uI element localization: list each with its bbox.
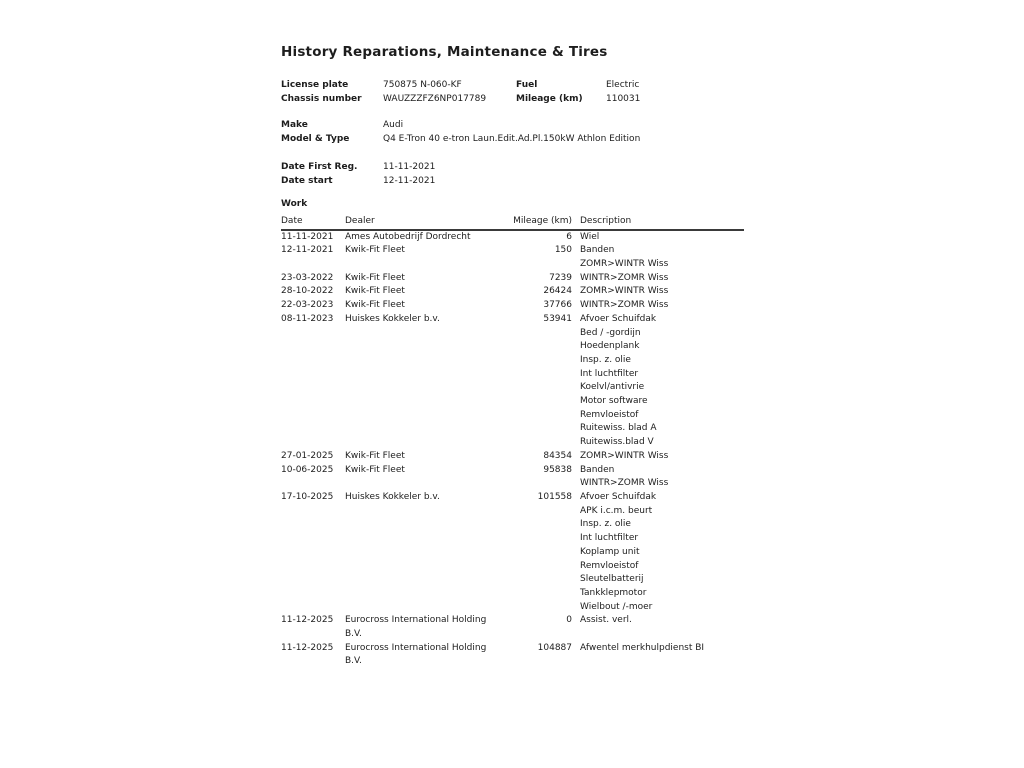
description-line: ZOMR>WINTR Wiss [580, 450, 669, 461]
row-date: 27-01-2025 [281, 450, 334, 461]
row-descriptions [572, 299, 744, 313]
description-line: Insp. z. olie [580, 519, 631, 530]
row-descriptions [572, 642, 744, 656]
vehicle-id-fields [281, 79, 744, 106]
description-line: Int luchtfilter [580, 368, 639, 379]
table-row [281, 464, 744, 491]
fuel-value: Electric [606, 80, 640, 90]
make-label: Make [281, 120, 308, 131]
column-header-date: Date [281, 215, 303, 226]
table-row [281, 491, 744, 614]
row-dealer: Huiskes Kokkeler b.v. [345, 491, 440, 502]
row-mileage: 150 [554, 245, 572, 256]
row-dealer: Eurocross International Holding B.V. [345, 642, 487, 667]
row-descriptions [572, 285, 744, 299]
description-line: Int luchtfilter [580, 533, 639, 544]
description-line: Bed / -gordijn [580, 327, 641, 338]
field-row [281, 175, 744, 189]
description-line: Afvoer Schuifdak [580, 491, 657, 502]
table-row [281, 313, 744, 450]
description-line: Remvloeistof [580, 560, 639, 571]
row-mileage: 53941 [543, 313, 572, 324]
row-dealer: Ames Autobedrijf Dordrecht [345, 231, 471, 242]
description-line: Ruitewiss.blad V [580, 437, 654, 448]
field-row [281, 93, 744, 107]
table-row [281, 285, 744, 299]
row-date: 22-03-2023 [281, 300, 334, 311]
row-mileage: 6 [566, 231, 572, 242]
row-date: 11-12-2025 [281, 642, 334, 653]
row-descriptions [572, 231, 744, 245]
row-date: 08-11-2023 [281, 313, 334, 324]
description-line: WINTR>ZOMR Wiss [580, 478, 669, 489]
make-value: Audi [383, 120, 404, 131]
field-row [281, 161, 744, 175]
field-row [281, 79, 744, 93]
report-page [281, 44, 744, 669]
description-line: Banden [580, 245, 615, 256]
date-start-value: 12-11-2021 [383, 175, 436, 186]
model-type-value: Q4 E-Tron 40 e-tron Laun.Edit.Ad.Pl.150kW Athlon Edition [383, 134, 641, 145]
row-descriptions [572, 491, 744, 614]
page-title: History Reparations, Maintenance & Tires [281, 44, 608, 60]
mileage-value: 110031 [606, 93, 641, 104]
vehicle-make-fields [281, 119, 744, 146]
table-row [281, 614, 744, 641]
column-header-description: Description [580, 215, 632, 226]
description-line: Tankklepmotor [580, 587, 647, 598]
row-mileage: 26424 [543, 286, 572, 297]
model-type-label: Model & Type [281, 134, 350, 145]
row-date: 11-12-2025 [281, 615, 334, 626]
row-dealer: Kwik-Fit Fleet [345, 464, 405, 475]
row-date: 23-03-2022 [281, 272, 334, 283]
description-line: Assist. verl. [580, 615, 632, 626]
date-first-reg-value: 11-11-2021 [383, 161, 436, 172]
field-row [281, 133, 744, 147]
row-mileage: 104887 [537, 642, 572, 653]
description-line: ZOMR>WINTR Wiss [580, 259, 669, 270]
work-table-header [281, 215, 744, 231]
description-line: Koelvl/antivrie [580, 382, 645, 393]
row-dealer: Huiskes Kokkeler b.v. [345, 313, 440, 324]
description-line: Ruitewiss. blad A [580, 423, 657, 434]
row-dealer: Kwik-Fit Fleet [345, 272, 405, 283]
description-line: Afvoer Schuifdak [580, 313, 657, 324]
vehicle-date-fields [281, 161, 744, 188]
description-line: Motor software [580, 396, 648, 407]
row-dealer: Eurocross International Holding B.V. [345, 615, 487, 640]
description-line: Wiel [580, 231, 600, 242]
description-line: Sleutelbatterij [580, 574, 644, 585]
row-date: 10-06-2025 [281, 464, 334, 475]
chassis-number-label: Chassis number [281, 93, 362, 104]
row-mileage: 37766 [543, 300, 572, 311]
row-date: 12-11-2021 [281, 245, 334, 256]
row-date: 11-11-2021 [281, 231, 334, 242]
table-row [281, 299, 744, 313]
description-line: ZOMR>WINTR Wiss [580, 286, 669, 297]
description-line: APK i.c.m. beurt [580, 505, 653, 516]
description-line: Koplamp unit [580, 546, 640, 557]
row-date: 28-10-2022 [281, 286, 334, 297]
license-plate-label: License plate [281, 80, 349, 90]
row-date: 17-10-2025 [281, 491, 334, 502]
row-mileage: 7239 [549, 272, 572, 283]
work-table [281, 215, 744, 669]
description-line: Insp. z. olie [580, 354, 631, 365]
table-row [281, 642, 744, 669]
field-row [281, 119, 744, 133]
row-mileage: 84354 [543, 450, 572, 461]
row-descriptions [572, 464, 744, 491]
row-descriptions [572, 244, 744, 271]
column-header-mileage: Mileage (km) [513, 215, 572, 226]
row-descriptions [572, 313, 744, 450]
row-dealer: Kwik-Fit Fleet [345, 286, 405, 297]
license-plate-value: 750875 N-060-KF [383, 80, 462, 90]
date-first-reg-label: Date First Reg. [281, 161, 358, 172]
description-line: Afwentel merkhulpdienst BI [580, 642, 705, 653]
date-start-label: Date start [281, 175, 333, 186]
table-row [281, 272, 744, 286]
row-descriptions [572, 272, 744, 286]
row-mileage: 95838 [543, 464, 572, 475]
description-line: WINTR>ZOMR Wiss [580, 272, 669, 283]
description-line: Banden [580, 464, 615, 475]
row-mileage: 0 [566, 615, 572, 626]
row-mileage: 101558 [537, 491, 572, 502]
description-line: WINTR>ZOMR Wiss [580, 300, 669, 311]
fuel-label: Fuel [516, 80, 538, 90]
row-dealer: Kwik-Fit Fleet [345, 450, 405, 461]
row-descriptions [572, 450, 744, 464]
mileage-label: Mileage (km) [516, 93, 583, 104]
row-dealer: Kwik-Fit Fleet [345, 300, 405, 311]
chassis-number-value: WAUZZZFZ6NP017789 [383, 93, 487, 104]
work-table-body [281, 231, 744, 670]
description-line: Remvloeistof [580, 409, 639, 420]
table-row [281, 231, 744, 245]
table-row [281, 450, 744, 464]
table-row [281, 244, 744, 271]
column-header-dealer: Dealer [345, 215, 375, 226]
description-line: Hoedenplank [580, 341, 640, 352]
row-descriptions [572, 614, 744, 628]
work-section-heading: Work [281, 199, 308, 210]
row-dealer: Kwik-Fit Fleet [345, 245, 405, 256]
description-line: Wielbout /-moer [580, 601, 653, 612]
